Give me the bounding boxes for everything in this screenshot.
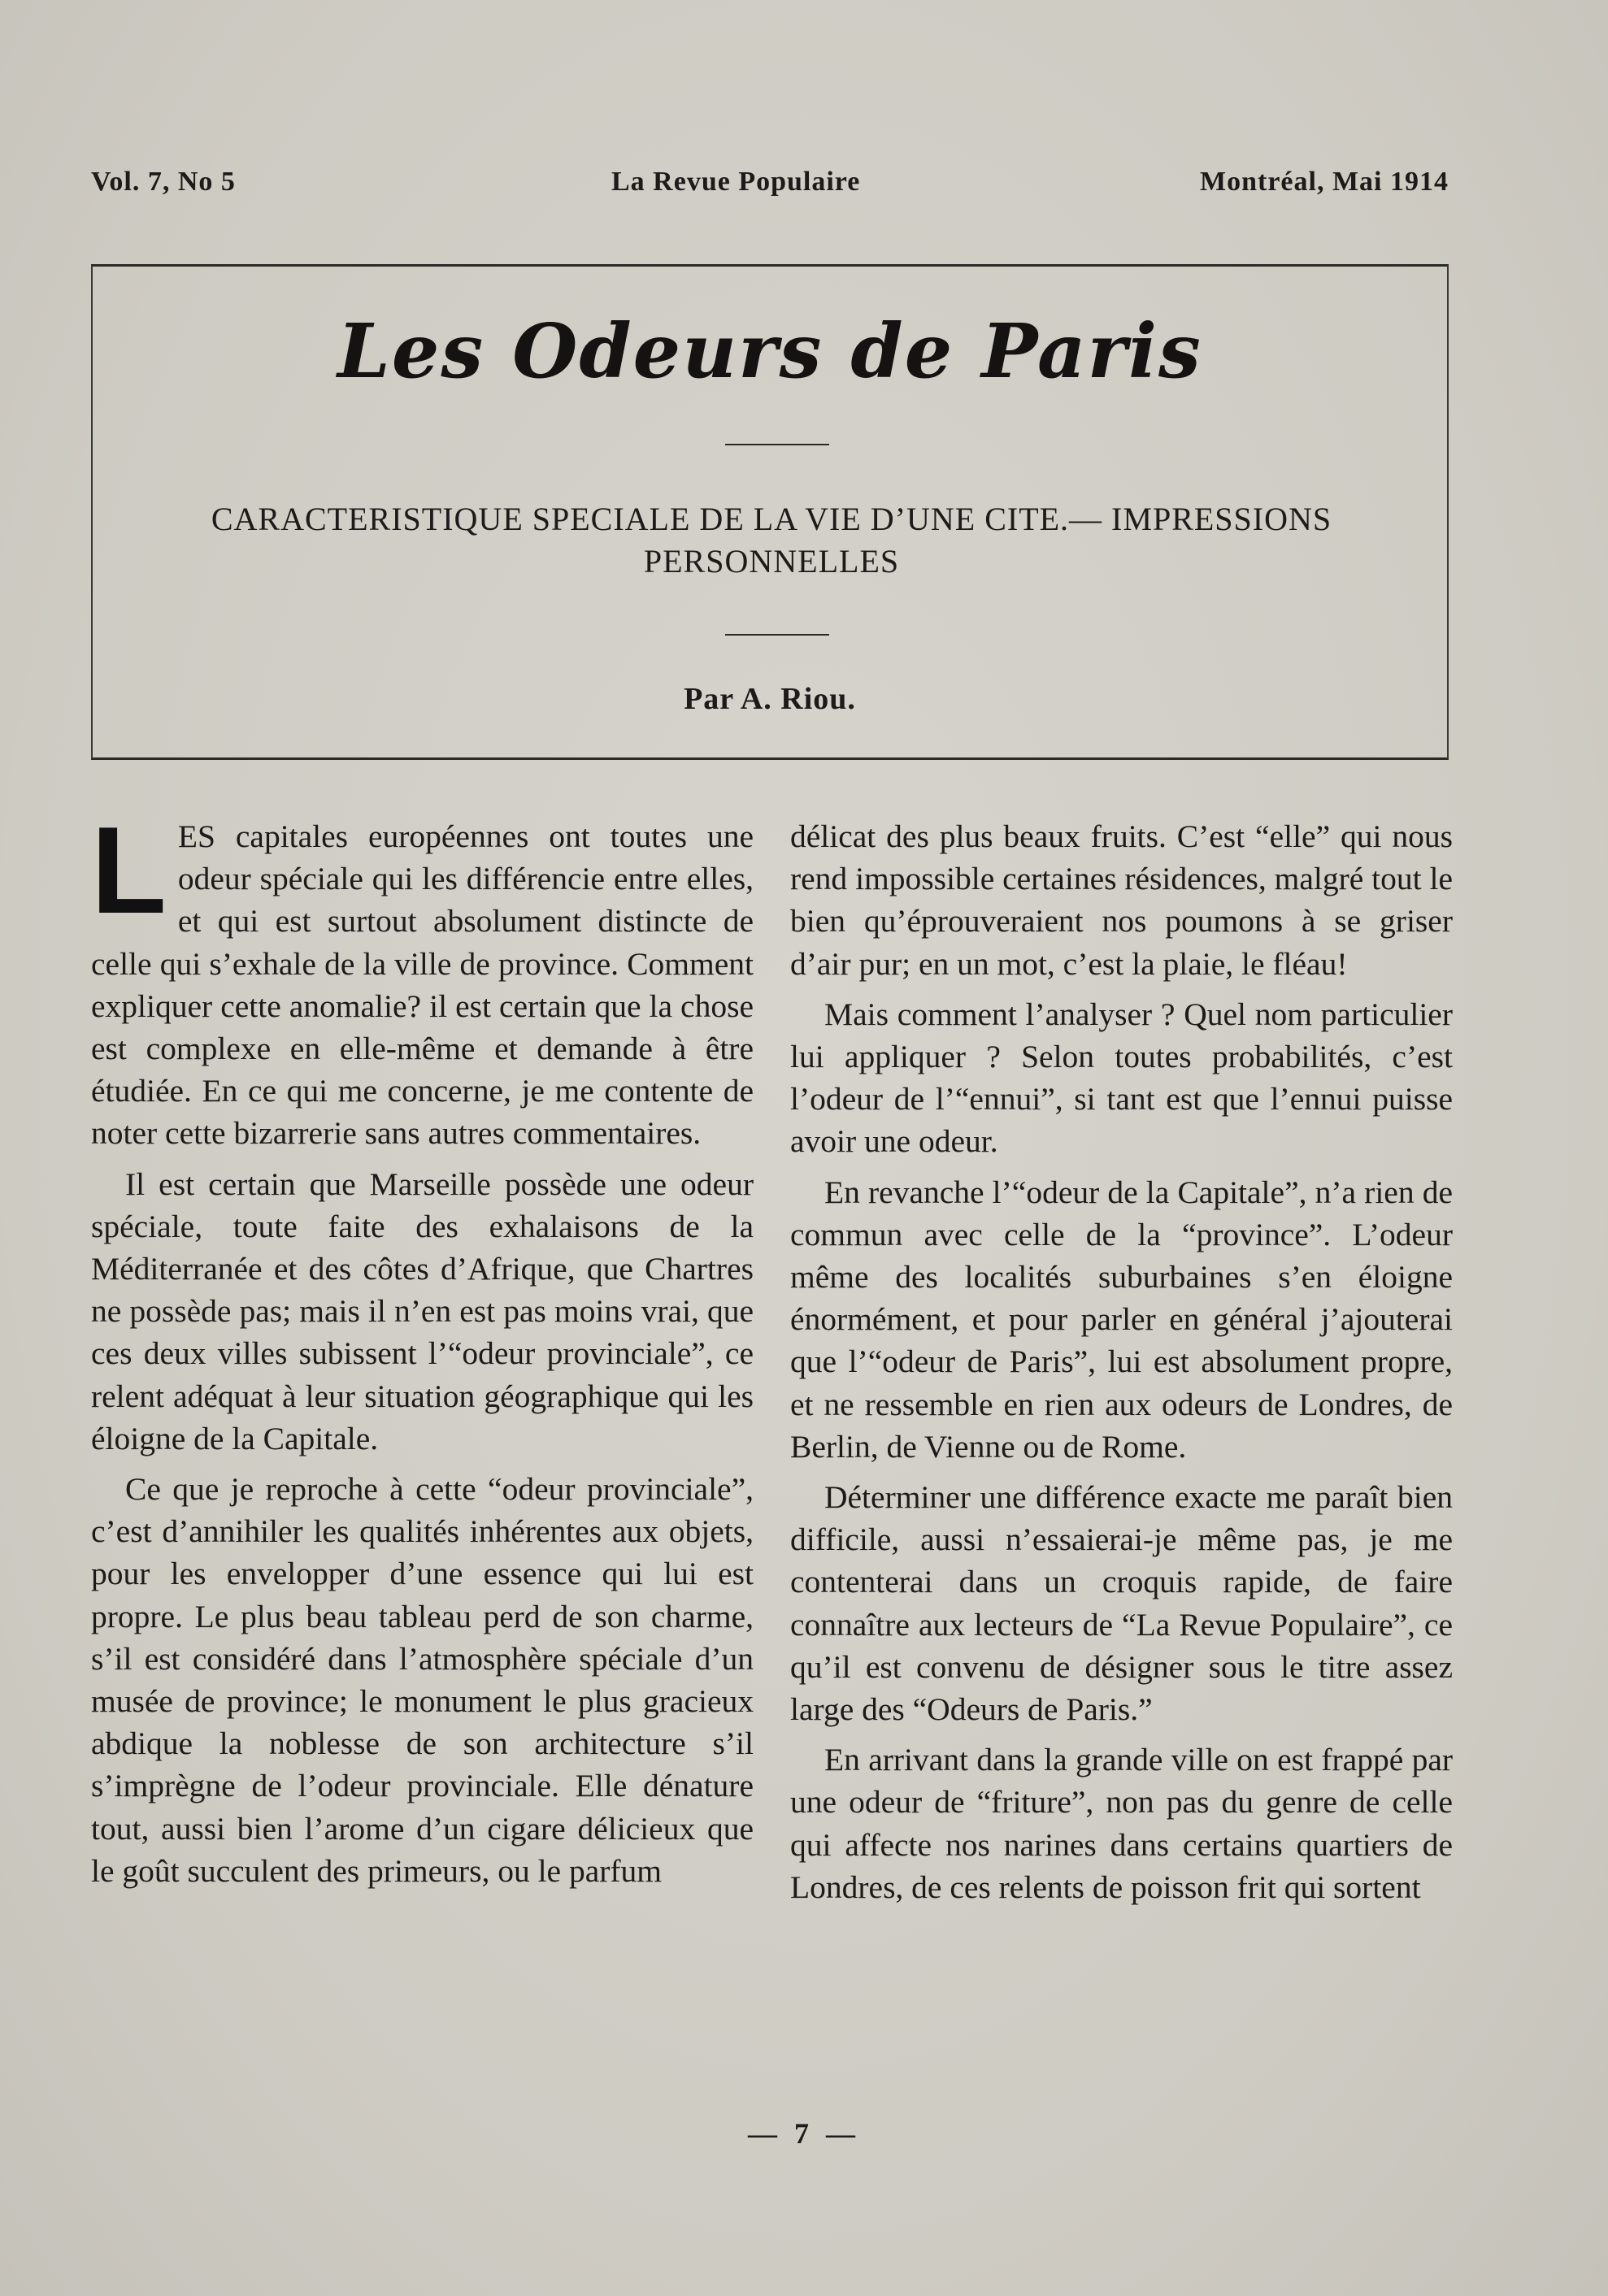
drop-cap: L [91, 801, 167, 940]
article-subtitle: CARACTERISTIQUE SPECIALE DE LA VIE D’UNE CITE.— IMPRESSIONS PERSONNELLES [211, 501, 1332, 579]
paragraph: Mais comment l’analyser ? Quel nom particulier lui appliquer ? Selon toutes probabilités, c’est l’odeur de l’“ennui”, si tant est que l’ennui puisse avoir une odeur. [790, 996, 1453, 1160]
paragraph: Il est certain que Marseille possède une odeur spéciale, toute faite des exhalaisons de la Méditerranée et des côtes d’Afrique, que Chartres ne possède pas; mais il n’en est pas moins vrai, que ces deux villes subissent l’“odeur provinciale”, ce relent adéquat à leur situation géographique qui les éloigne de la Capitale. [91, 1165, 754, 1456]
article-byline: Par A. Riou. [684, 682, 856, 716]
place-date: Montréal, Mai 1914 [1200, 167, 1449, 197]
page-number: — 7 — [748, 2117, 860, 2150]
title-divider [725, 444, 829, 445]
paragraph: En arrivant dans la grande ville on est frappé par une odeur de “friture”, non pas du genre de celle qui affecte nos narines dans certains quartiers de Londres, de ces relents de poisson frit qui sortent [790, 1742, 1453, 1905]
paragraph: délicat des plus beaux fruits. C’est “elle” qui nous rend impossible certaines résidences, malgré tout le bien qu’éprouveraient nos poumons à se griser d’air pur; en un mot, c’est la plaie, le fléau! [790, 818, 1453, 982]
journal-name: La Revue Populaire [611, 167, 861, 197]
paragraph [91, 801, 754, 1155]
volume-number: Vol. 7, No 5 [91, 167, 236, 197]
paragraph: Ce que je reproche à cette “odeur provinciale”, c’est d’annihiler les qualités inhérentes aux objets, pour les envelopper d’une essence qui lui est propre. Le plus beau tableau perd de son charme, s’il est considéré dans l’atmosphère spéciale d’un musée de province; le monument le plus gracieux abdique la noblesse de son architecture s’il s’imprègne de l’odeur provinciale. Elle dénature tout, aussi bien l’arome d’un cigare délicieux que le goût succulent des primeurs, ou le parfum [91, 1471, 754, 1889]
paragraph-text: ES capitales européennes ont toutes une odeur spéciale qui les différencie entre elles, et qui est surtout absolument distincte de celle qui s’exhale de la ville de province. Comment expliquer cette anomalie? il est certain que la chose est complexe en elle-même et demande à être étudiée. En ce qui me concerne, je me contente de noter cette bizarrerie sans autres commentaires. [91, 818, 754, 1152]
paragraph: Déterminer une différence exacte me paraît bien difficile, aussi n’essaierai-je même pas, je me contenterai dans un croquis rapide, de faire connaître aux lecteurs de “La Revue Populaire”, ce qu’il est convenu de désigner sous le titre assez large des “Odeurs de Paris.” [790, 1479, 1453, 1728]
article-title: Les Odeurs de Paris [337, 307, 1202, 395]
subtitle-divider [725, 634, 829, 636]
right-column [790, 815, 1453, 1916]
running-header [91, 167, 1449, 207]
title-box [91, 264, 1449, 760]
left-column [91, 801, 754, 1900]
paragraph: En revanche l’“odeur de la Capitale”, n’a rien de commun avec celle de la “province”. L’odeur même des localités suburbaines s’en éloigne énormément, et pour parler en général j’ajouterai que l’“odeur de Paris”, lui est absolument propre, et ne ressemble en rien aux odeurs de Londres, de Berlin, de Vienne ou de Rome. [790, 1174, 1453, 1465]
